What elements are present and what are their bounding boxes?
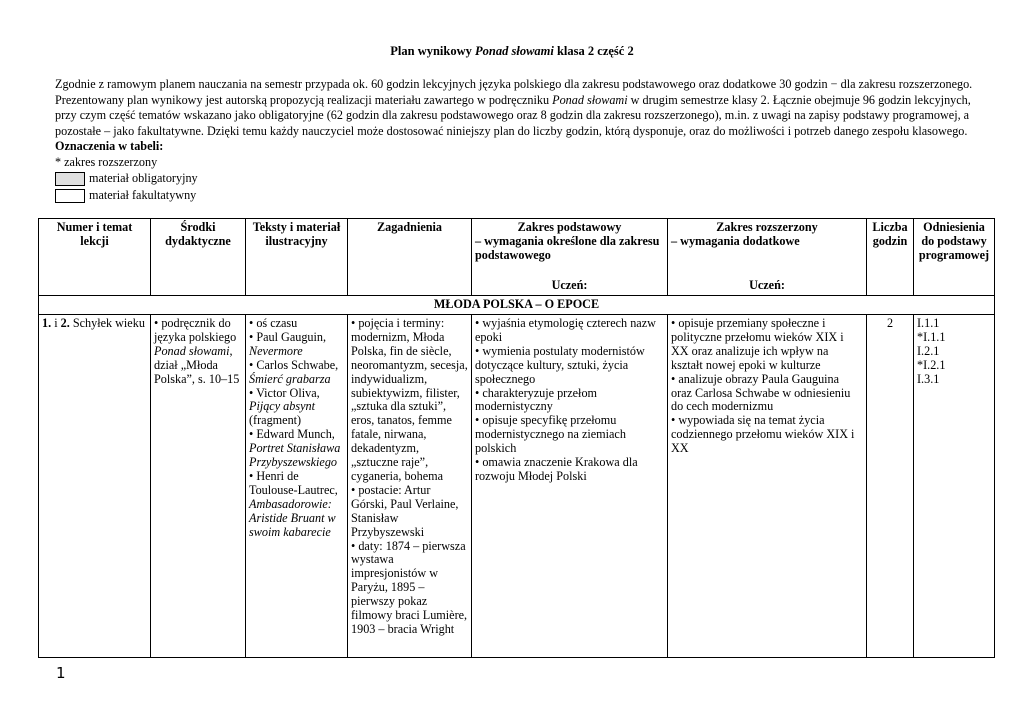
header-lesson: Numer i temat lekcji — [39, 219, 151, 296]
table-header-row — [39, 219, 995, 296]
list-item: • wypowiada się na temat życia codziennego przełomu wieków XIX i XX — [671, 413, 855, 456]
legend-title: Oznaczenia w tabeli: — [55, 139, 164, 154]
list-item: • Victor Oliva, Pijący absynt (fragment) — [249, 385, 320, 428]
legend-optional: materiał fakultatywny — [55, 188, 985, 205]
section-row — [39, 296, 995, 315]
list-item: • pojęcia i terminy: modernizm, Młoda Polska, fin de siècle, neoromantyzm, secesja, indywidualizm, subiektywizm, filister, „sztuka dla sztuki”, eros, tanatos, femme fatale, nirwana, dekadentyzm, „sztuczne raje”, cyganeria, bohema — [351, 316, 468, 483]
list-item: *I.1.1 — [917, 329, 946, 344]
header-reference: Odniesienia do podstawy programowej — [914, 219, 995, 296]
list-item: • Edward Munch, Portret Stanisława Przybyszewskiego — [249, 427, 341, 470]
intro-section — [55, 77, 985, 205]
legend-extended: * zakres rozszerzony — [55, 154, 158, 169]
cell-means: • podręcznik do języka polskiego Ponad słowami, dział „Młoda Polska”, s. 10–15 — [151, 315, 246, 658]
table-row — [39, 315, 995, 658]
list-item: • charakteryzuje przełom modernistyczny — [475, 385, 598, 414]
list-item: • daty: 1874 – pierwsza wystawa impresjonistów w Paryżu, 1895 – pierwszy pokaz filmowy braci Lumière, 1903 – bracia Wright — [351, 538, 468, 636]
header-hours: Liczba godzin — [867, 219, 914, 296]
list-item: • Carlos Schwabe, Śmierć grabarza — [249, 357, 339, 386]
list-item: • wymienia postulaty modernistów dotyczące kultury, sztuki, życia społecznego — [475, 343, 645, 386]
header-texts: Teksty i materiał ilustracyjny — [246, 219, 348, 296]
cell-extended — [668, 315, 867, 658]
list-item: I.3.1 — [917, 371, 940, 386]
intro-paragraph-1: Zgodnie z ramowym planem nauczania na semestr przypada ok. 60 godzin lekcyjnych języka polskiego dla zakresu podstawowego oraz dodatkowe 30 godzin − dla zakresu rozszerzonego. — [55, 77, 973, 91]
header-extended: Zakres rozszerzony – wymagania dodatkowe Uczeń: — [668, 219, 867, 296]
list-item: • opisuje specyfikę przełomu modernistycznego na ziemiach polskich — [475, 413, 626, 456]
cell-lesson: 1. i 2. Schyłek wieku — [39, 315, 151, 658]
list-item: • analizuje obrazy Paula Gauguina oraz Carlosa Schwabe w odniesieniu do cech modernizmu — [671, 371, 851, 414]
list-item: I.1.1 — [917, 316, 940, 330]
list-item: I.2.1 — [917, 343, 940, 358]
header-means: Środki dydaktyczne — [151, 219, 246, 296]
cell-references — [914, 315, 995, 658]
list-item: • oś czasu — [249, 316, 298, 330]
page-title: Plan wynikowy Ponad słowami klasa 2 część 2 — [390, 44, 634, 58]
cell-hours: 2 — [867, 315, 914, 658]
list-item: *I.2.1 — [917, 357, 946, 372]
list-item: • wyjaśnia etymologię czterech nazw epoki — [475, 316, 656, 344]
list-item: • postacie: Artur Górski, Paul Verlaine, Stanisław Przybyszewski — [351, 482, 459, 539]
cell-texts — [246, 315, 348, 658]
list-item: • Paul Gauguin, Nevermore — [249, 329, 327, 358]
plan-table — [38, 218, 995, 658]
section-title: MŁODA POLSKA – O EPOCE — [39, 296, 995, 315]
header-basic: Zakres podstawowy – wymagania określone dla zakresu podstawowego Uczeń: — [472, 219, 668, 296]
legend-mandatory: materiał obligatoryjny — [55, 171, 985, 188]
list-item: • Henri de Toulouse-Lautrec, Ambasadorowie: Aristide Bruant w swoim kabarecie — [249, 468, 338, 539]
optional-swatch — [55, 189, 85, 203]
header-issues: Zagadnienia — [348, 219, 472, 296]
cell-issues — [348, 315, 472, 658]
page-number: 1 — [56, 664, 66, 682]
list-item: • omawia znaczenie Krakowa dla rozwoju Młodej Polski — [475, 455, 638, 483]
mandatory-swatch — [55, 172, 85, 186]
cell-basic — [472, 315, 668, 658]
list-item: • opisuje przemiany społeczne i polityczne przełomu wieków XIX i XX oraz analizuje ich wpływ na kształt nowej epoki w kulturze — [671, 316, 844, 372]
intro-paragraph-2: Prezentowany plan wynikowy jest autorską propozycją realizacji materiału zawartego w podręczniku Ponad słowami w drugim semestrze klasy 2. Łącznie obejmuje 96 godzin lekcyjnych, przy czym część tematów wskazano jako obligatoryjne (62 godzin dla zakresu podstawowego oraz 8 godzin dla zakresu rozszerzonego), m.in. z uwagi na zapisy podstawy programowej, a pozostałe – jako fakultatywne. Dzięki temu każdy nauczyciel może dostosować niniejszy plan do liczby godzin, którą dysponuje, oraz do możliwości i potrzeb danego zespołu klasowego. — [55, 92, 971, 138]
